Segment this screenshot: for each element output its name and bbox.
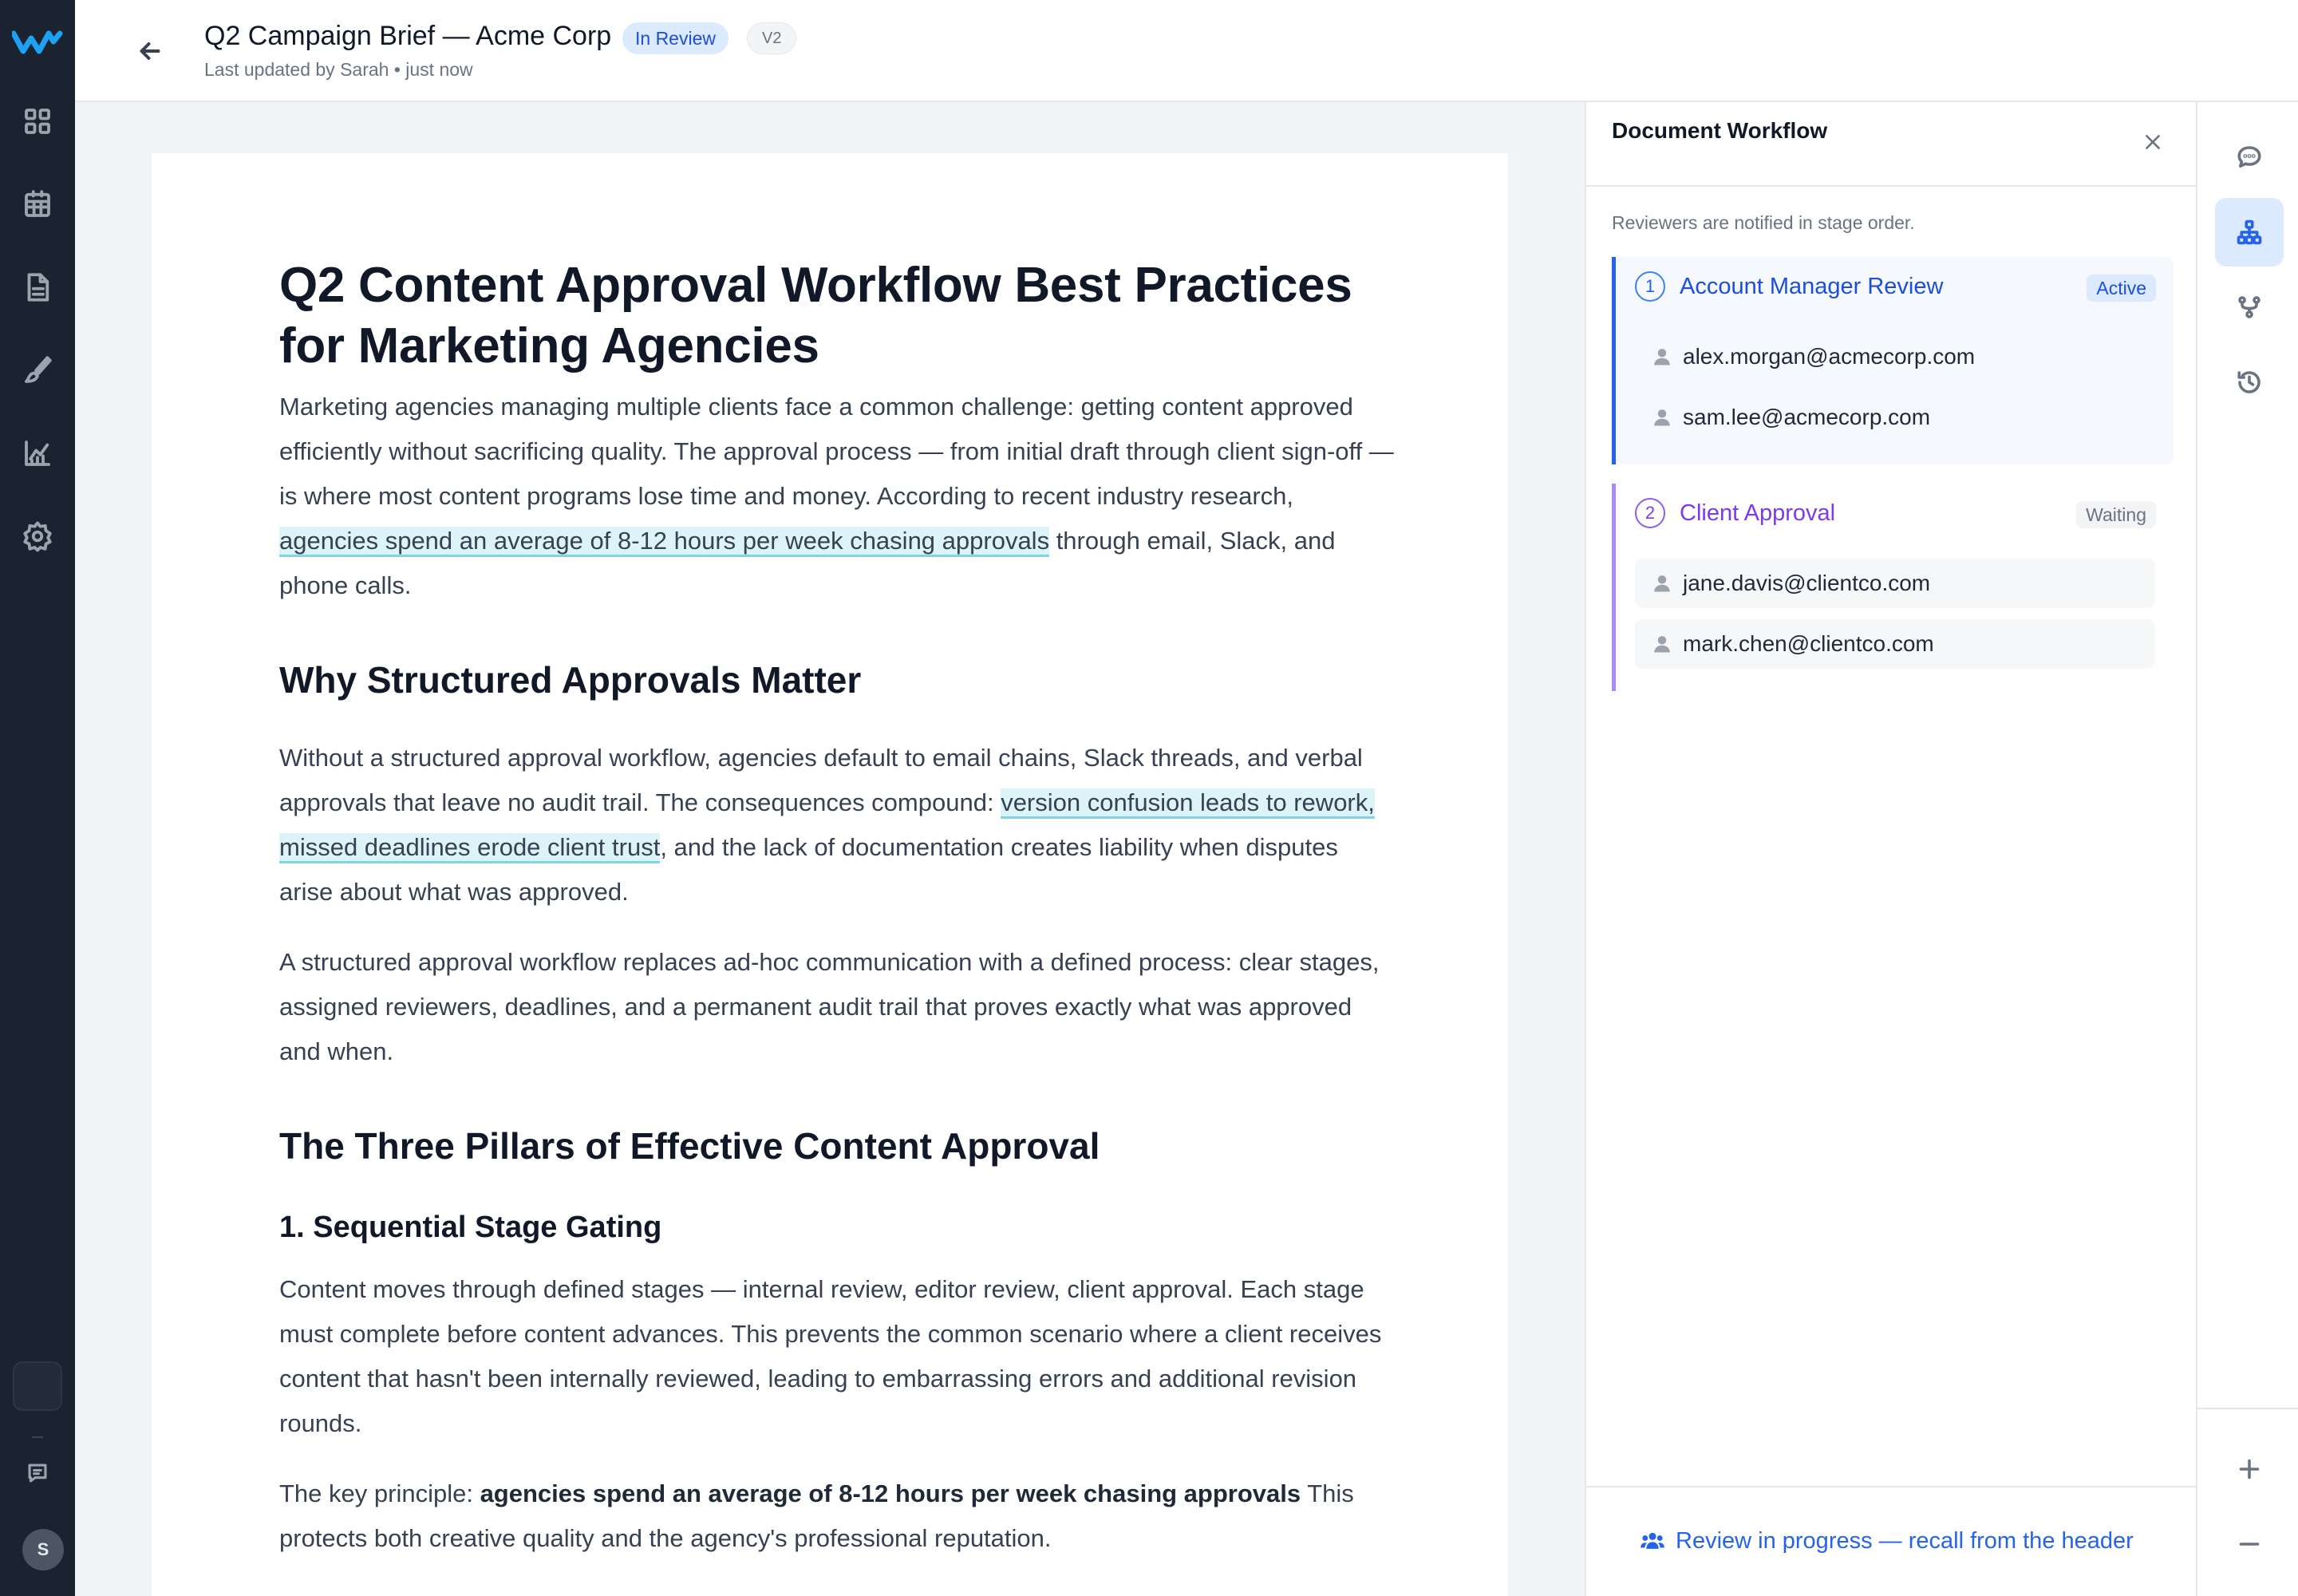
workflow-button[interactable]: [2215, 198, 2284, 267]
review-status-text: Review in progress — recall from the header: [1676, 1527, 2134, 1554]
branch-icon: [2235, 293, 2264, 322]
brush-icon[interactable]: [18, 351, 57, 389]
last-updated: Last updated by Sarah • just now: [204, 59, 473, 80]
stage-status-badge: Active: [2087, 275, 2156, 302]
panel-title: Document Workflow: [1612, 118, 1828, 143]
highlighted-text[interactable]: version confusion leads to rework, missed deadlines erode client trust: [279, 788, 1375, 863]
stage-number: 1: [1635, 271, 1665, 302]
person-icon: [1651, 406, 1673, 429]
panel-footer: [1586, 1486, 2197, 1596]
workflow-stage[interactable]: [1612, 257, 2174, 464]
workflow-panel: [1585, 102, 2196, 1596]
document-content[interactable]: [279, 255, 1396, 1586]
text-run: Marketing agencies managing multiple clients face a common challenge: getting content approved efficiently without sacrificing quality. The approval process — from initial draft through client sign-off — is where most content programs lose time and money. According to recent industry research,: [279, 393, 1394, 510]
workflow-icon: [2235, 218, 2264, 247]
workflow-stage[interactable]: [1612, 484, 2174, 691]
logo-icon[interactable]: [12, 27, 63, 59]
reviewer-item: [1635, 559, 2155, 608]
reviewer-item: [1635, 393, 2155, 442]
highlighted-text[interactable]: agencies spend an average of 8-12 hours per week chasing approvals: [279, 527, 1049, 557]
rail-divider: [2197, 1408, 2298, 1409]
reviewer-item: [1635, 619, 2155, 669]
text-run: through email, Slack, and phone calls.: [279, 527, 1336, 599]
feedback-icon[interactable]: [18, 1454, 57, 1492]
zoom-in-icon: [2235, 1455, 2264, 1483]
nav-divider: [32, 1436, 43, 1438]
document-heading: Q2 Content Approval Workflow Best Practices for Marketing Agencies: [279, 258, 1352, 373]
section-heading: The Three Pillars of Effective Content Approval: [279, 1125, 1100, 1167]
reviewer-item: [1635, 332, 2155, 381]
person-icon: [1651, 346, 1673, 368]
paragraph: [279, 1472, 1396, 1561]
paragraph-intro: [279, 385, 1396, 608]
stage-name: Client Approval: [1680, 500, 1836, 526]
panel-note: Reviewers are notified in stage order.: [1612, 212, 1915, 233]
history-icon: [2235, 368, 2264, 397]
reviewer-email: jane.davis@clientco.com: [1683, 571, 1931, 595]
workspace-switcher[interactable]: [13, 1361, 62, 1411]
comments-button[interactable]: [2215, 123, 2284, 192]
document-icon[interactable]: [18, 268, 57, 306]
reviewer-email: mark.chen@clientco.com: [1683, 631, 1934, 656]
review-status-link[interactable]: [1639, 1527, 2134, 1555]
stage-number: 2: [1635, 498, 1665, 528]
document-page: [152, 153, 1508, 1596]
calendar-icon[interactable]: [18, 185, 57, 223]
version-badge[interactable]: V2: [747, 22, 796, 54]
paragraph: Content moves through defined stages — internal review, editor review, client approval. Each stage must complete before content advances. This prevents the common scenario where a client receives content that hasn't been internally reviewed, leading to embarrassing errors and additional revision rounds.: [279, 1275, 1382, 1437]
settings-icon[interactable]: [18, 517, 57, 555]
stage-status-badge: Waiting: [2076, 501, 2156, 528]
page-title: Q2 Campaign Brief — Acme Corp: [204, 21, 612, 51]
dashboard-icon[interactable]: [18, 102, 57, 140]
person-icon: [1651, 633, 1673, 655]
users-icon: [1639, 1527, 1666, 1555]
right-rail: [2196, 102, 2298, 1596]
avatar[interactable]: S: [22, 1529, 64, 1570]
zoom-in-button[interactable]: [2215, 1435, 2284, 1503]
panel-divider: [1586, 185, 2197, 187]
document-area: [75, 102, 1585, 1596]
text-run: , and the lack of documentation creates liability when disputes arise about what was approved.: [279, 833, 1338, 906]
text-run: Without a structured approval workflow, agencies default to email chains, Slack threads, and verbal approvals that leave no audit trail. The consequences compound:: [279, 744, 1363, 816]
reviewer-email: sam.lee@acmecorp.com: [1683, 405, 1931, 429]
text-run: The key principle:: [279, 1479, 480, 1507]
subsection-heading: 1. Sequential Stage Gating: [279, 1211, 662, 1244]
analytics-icon[interactable]: [18, 434, 57, 472]
back-button[interactable]: [131, 32, 169, 70]
arrow-left-icon: [136, 37, 164, 65]
paragraph: [279, 736, 1396, 915]
section-heading: Why Structured Approvals Matter: [279, 659, 862, 701]
left-nav: [0, 0, 75, 1596]
zoom-out-button[interactable]: [2215, 1510, 2284, 1578]
bold-text: agencies spend an average of 8-12 hours per week chasing approvals: [480, 1479, 1301, 1507]
person-icon: [1651, 572, 1673, 595]
history-button[interactable]: [2215, 348, 2284, 417]
paragraph: A structured approval workflow replaces ad-hoc communication with a defined process: clear stages, assigned reviewers, deadlines, and a permanent audit trail that proves exactly what was approved and when.: [279, 948, 1380, 1065]
text-run: This protects both creative quality and the agency's professional reputation.: [279, 1479, 1354, 1552]
comment-icon: [2235, 143, 2264, 172]
status-badge: In Review: [622, 22, 728, 54]
close-icon: [2142, 132, 2163, 152]
close-button[interactable]: [2137, 126, 2169, 158]
document-header: [75, 0, 2298, 102]
reviewer-email: alex.morgan@acmecorp.com: [1683, 344, 1976, 369]
zoom-out-icon: [2235, 1530, 2264, 1558]
stage-name: Account Manager Review: [1680, 274, 1944, 299]
branch-button[interactable]: [2215, 273, 2284, 342]
